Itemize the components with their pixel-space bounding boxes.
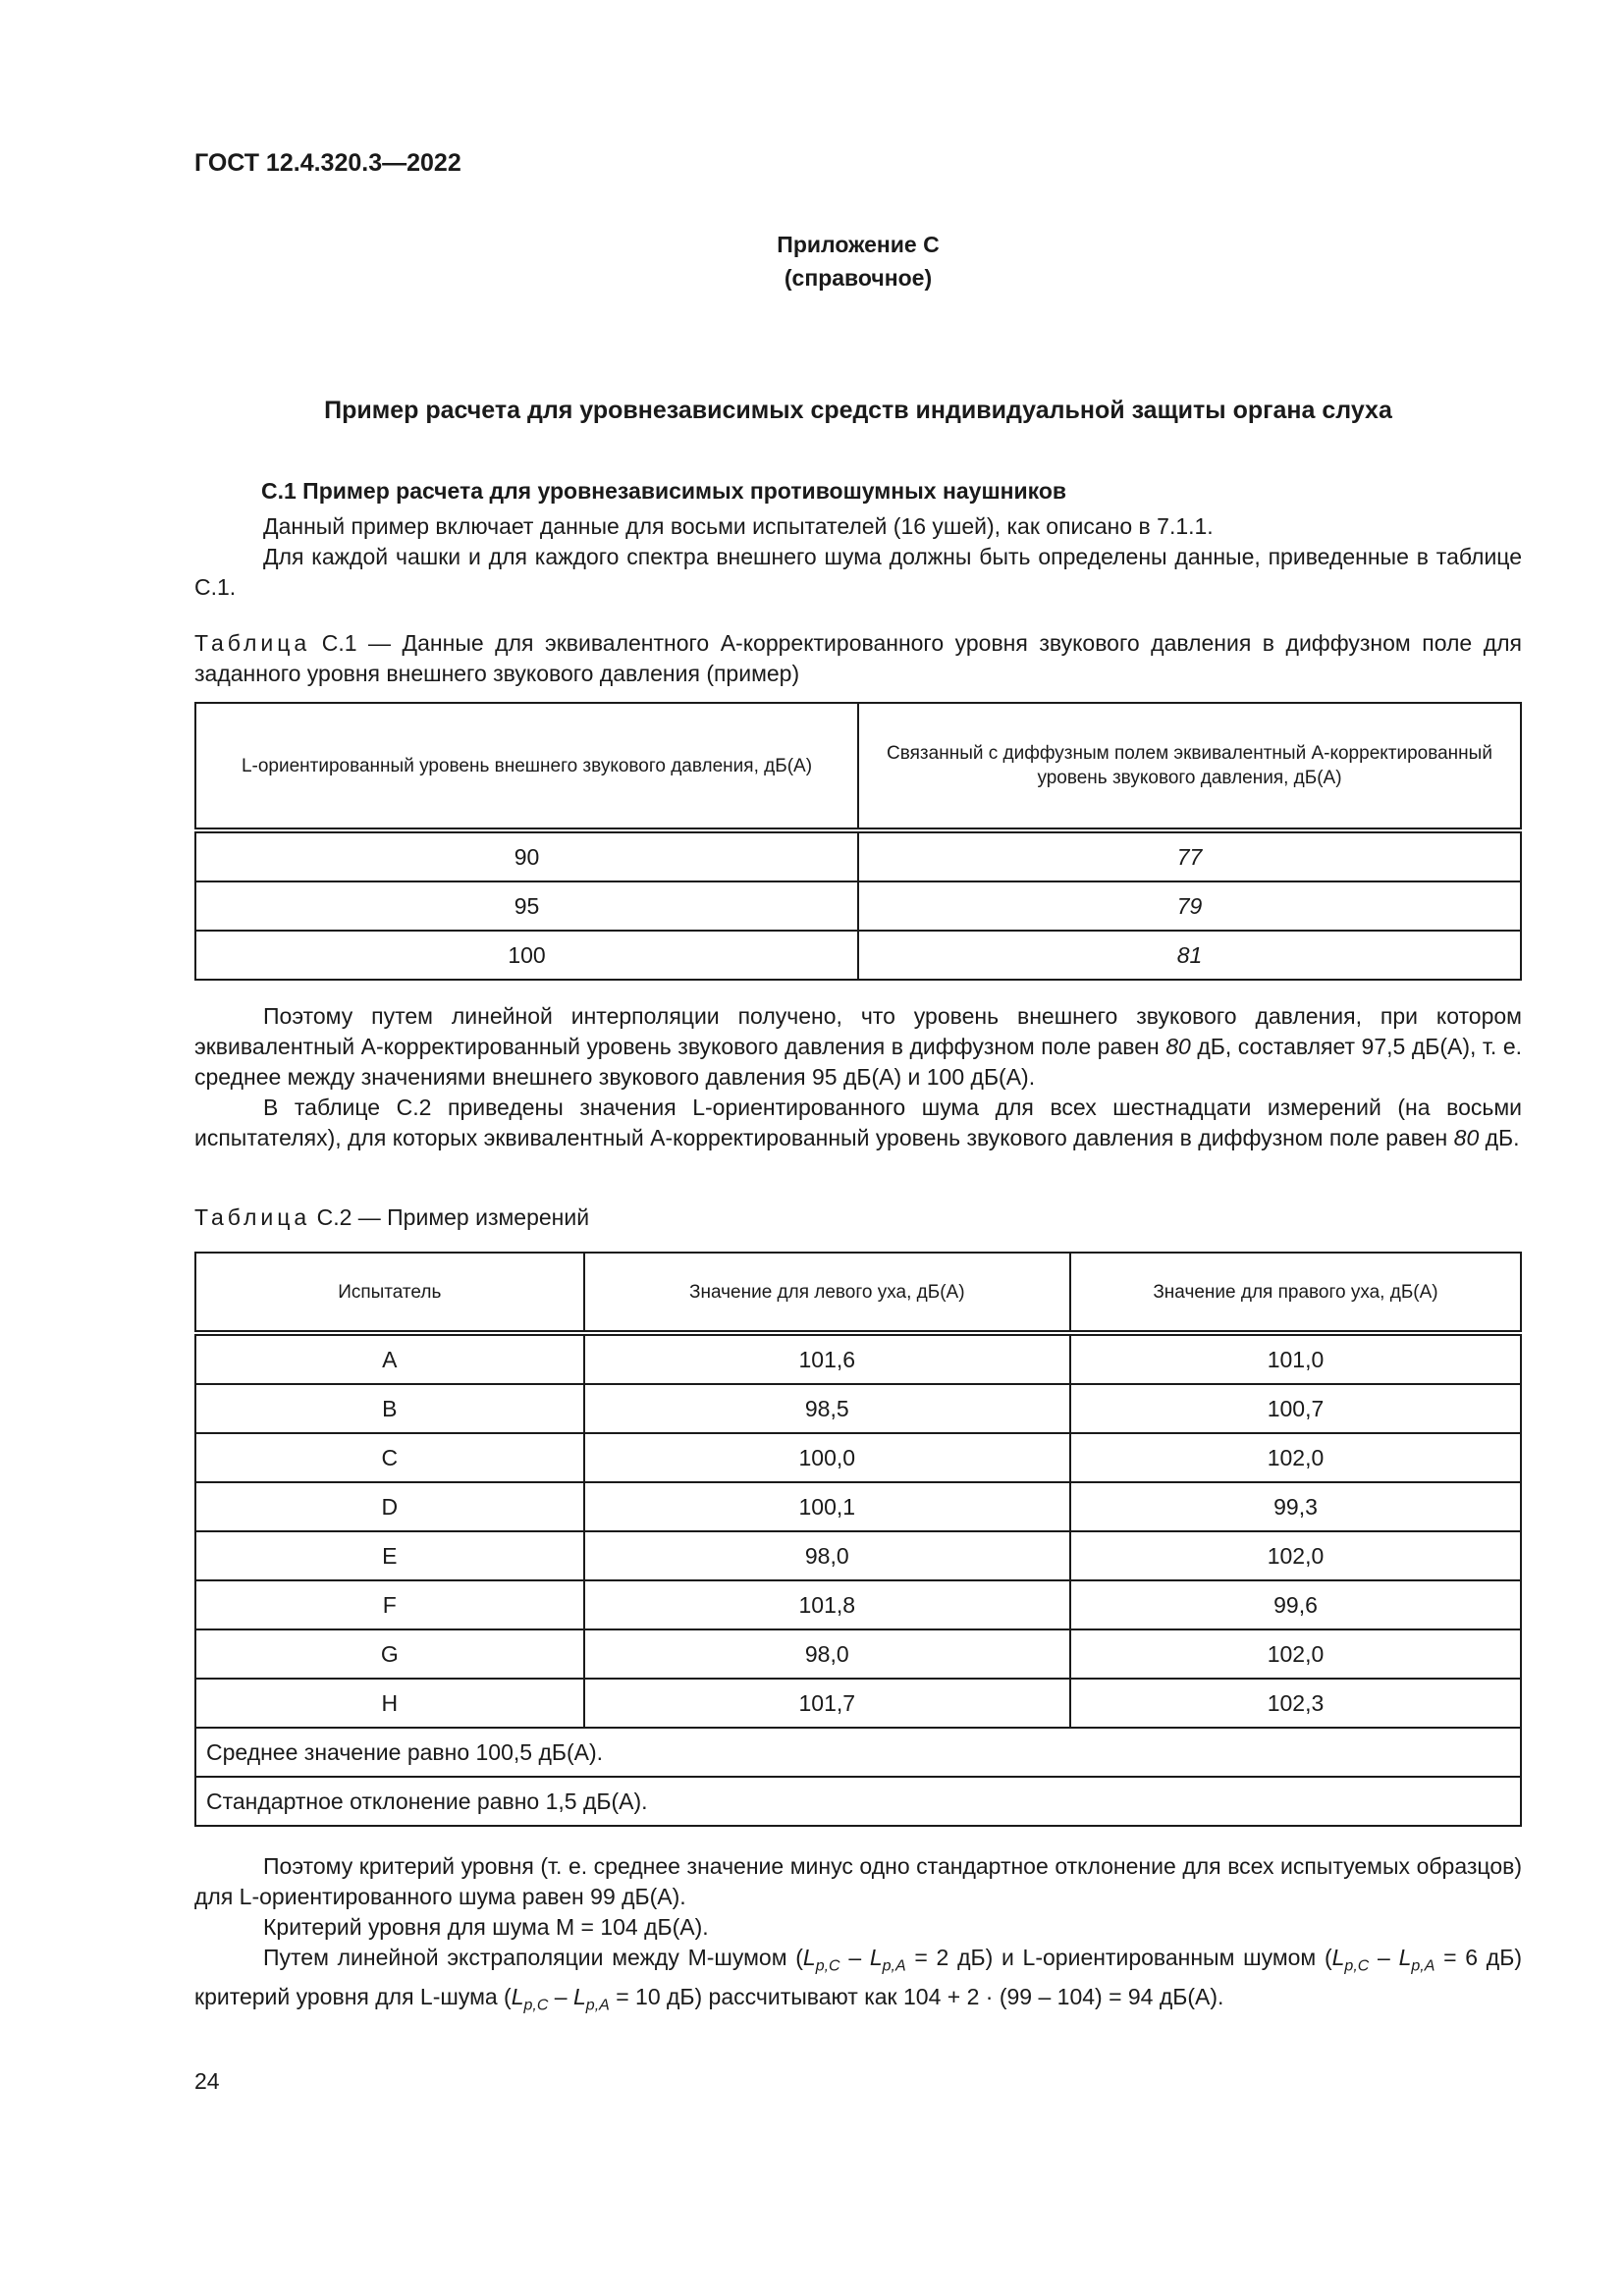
table-cell: A xyxy=(195,1333,584,1384)
table-c1-caption xyxy=(194,628,1522,689)
para-text: В таблице С.2 приведены значения L-ориентированного шума для всех шестнадцати измерений (на восьми испытателях), для которых эквивалентный А-корректированный уровень звукового давления в диффузном поле равен xyxy=(194,1095,1522,1150)
table-row xyxy=(195,1679,1521,1728)
appendix-title xyxy=(194,228,1522,294)
table-row xyxy=(195,931,1521,980)
table-cell: 95 xyxy=(195,881,858,931)
subscript: p,A xyxy=(1411,1957,1435,1975)
table-row xyxy=(195,881,1521,931)
mean-value: Среднее значение равно 100,5 дБ(А). xyxy=(195,1728,1521,1777)
table-cell: F xyxy=(195,1580,584,1629)
table-cell: 100 xyxy=(195,931,858,980)
para-text: Критерий уровня для шума М = 104 дБ(А). xyxy=(263,1914,709,1940)
table-summary-row xyxy=(195,1728,1521,1777)
interpolation-para1 xyxy=(194,1001,1522,1093)
table-c2-header: Значение для правого уха, дБ(А) xyxy=(1070,1253,1521,1333)
table-cell: 102,0 xyxy=(1070,1531,1521,1580)
table-cell: 102,3 xyxy=(1070,1679,1521,1728)
appendix-type: (справочное) xyxy=(784,265,933,291)
operator: – xyxy=(839,1945,870,1970)
conclusion-para1 xyxy=(194,1851,1522,1912)
conclusion-para2 xyxy=(194,1912,1522,1943)
standard-header: ГОСТ 12.4.320.3—2022 xyxy=(194,149,461,177)
table-cell: 81 xyxy=(858,931,1521,980)
table-c2-header: Значение для левого уха, дБ(А) xyxy=(584,1253,1070,1333)
table-c1-header: L-ориентированный уровень внешнего звукового давления, дБ(А) xyxy=(195,703,858,830)
table-c1 xyxy=(194,702,1522,981)
table-cell: B xyxy=(195,1384,584,1433)
page-number: 24 xyxy=(194,2068,220,2094)
section-c1-para1 xyxy=(194,511,1522,542)
table-cell: 100,1 xyxy=(584,1482,1070,1531)
operator: – xyxy=(1369,1945,1399,1970)
table-cell: 98,0 xyxy=(584,1629,1070,1679)
appendix-label: Приложение С xyxy=(777,232,940,257)
table-c2 xyxy=(194,1252,1522,1827)
subscript: p,C xyxy=(815,1957,840,1975)
table-cell: 101,0 xyxy=(1070,1333,1521,1384)
symbol: L xyxy=(511,1983,524,2009)
para-text: = 10 дБ) рассчитывают как 104 + 2 · (99 – 104) = 94 дБ(А). xyxy=(609,1983,1224,2009)
subscript: p,A xyxy=(585,1997,610,2014)
caption-label: Таблица xyxy=(194,630,311,656)
table-cell: H xyxy=(195,1679,584,1728)
table-row xyxy=(195,1384,1521,1433)
table-cell: 100,0 xyxy=(584,1433,1070,1482)
table-row xyxy=(195,1433,1521,1482)
table-cell: 100,7 xyxy=(1070,1384,1521,1433)
subscript: p,A xyxy=(882,1957,906,1975)
table-c2-caption xyxy=(194,1202,1522,1233)
table-cell: 102,0 xyxy=(1070,1433,1521,1482)
para-text: Поэтому критерий уровня (т. е. среднее значение минус одно стандартное отклонение для всех испытуемых образцов) для L-ориентированного шума равен 99 дБ(А). xyxy=(194,1853,1522,1909)
symbol: L xyxy=(1331,1945,1345,1970)
table-row xyxy=(195,1580,1521,1629)
para-text: = 6 дБ) критерий уровня для L-шума ( xyxy=(194,1945,1522,2009)
stddev-value: Стандартное отклонение равно 1,5 дБ(А). xyxy=(195,1777,1521,1826)
subscript: p,C xyxy=(523,1997,549,2014)
table-cell: D xyxy=(195,1482,584,1531)
table-cell: 101,8 xyxy=(584,1580,1070,1629)
interpolation-para2 xyxy=(194,1093,1522,1153)
operator: – xyxy=(548,1983,573,2009)
symbol: L xyxy=(869,1945,883,1970)
table-c2-header: Испытатель xyxy=(195,1253,584,1333)
table-cell: 99,3 xyxy=(1070,1482,1521,1531)
section-c1-title: С.1 Пример расчета для уровнезависимых противошумных наушников xyxy=(261,478,1067,504)
table-cell: 102,0 xyxy=(1070,1629,1521,1679)
conclusion-para3 xyxy=(194,1943,1522,2020)
table-row xyxy=(195,830,1521,881)
para-text: дБ. xyxy=(1479,1125,1520,1150)
table-cell: 98,5 xyxy=(584,1384,1070,1433)
symbol: L xyxy=(802,1945,816,1970)
section-c1-para2 xyxy=(194,542,1522,603)
table-summary-row xyxy=(195,1777,1521,1826)
table-row xyxy=(195,1482,1521,1531)
table-cell: E xyxy=(195,1531,584,1580)
table-cell: 77 xyxy=(858,830,1521,881)
para-text: = 2 дБ) и L-ориентированным шумом ( xyxy=(905,1945,1332,1970)
para-text: Поэтому путем линейной интерполяции получено, что уровень внешнего звукового давления, при котором эквивалентный А-корректированный уровень звукового давления в диффузном поле равен xyxy=(194,1003,1522,1059)
para-text: Путем линейной экстраполяции между М-шумом ( xyxy=(263,1945,803,1970)
symbol: L xyxy=(573,1983,586,2009)
caption-label: Таблица xyxy=(194,1204,311,1230)
table-c1-header: Связанный с диффузным полем эквивалентный А-корректированный уровень звукового давления, дБ(А) xyxy=(858,703,1521,830)
subscript: p,C xyxy=(1344,1957,1370,1975)
symbol: L xyxy=(1398,1945,1412,1970)
table-cell: 101,7 xyxy=(584,1679,1070,1728)
table-cell: 101,6 xyxy=(584,1333,1070,1384)
italic-value: 80 xyxy=(1453,1125,1480,1150)
caption-text: С.1 — Данные для эквивалентного А-корректированного уровня звукового давления в диффузном поле для заданного уровня внешнего звукового давления (пример) xyxy=(194,630,1523,686)
table-cell: 99,6 xyxy=(1070,1580,1521,1629)
main-heading: Пример расчета для уровнезависимых средств индивидуальной защиты органа слуха xyxy=(324,397,1392,424)
table-row xyxy=(195,1629,1521,1679)
table-cell: 79 xyxy=(858,881,1521,931)
table-row xyxy=(195,1531,1521,1580)
table-cell: 90 xyxy=(195,830,858,881)
para-text: Данный пример включает данные для восьми испытателей (16 ушей), как описано в 7.1.1. xyxy=(263,513,1214,539)
italic-value: 80 xyxy=(1165,1034,1191,1059)
caption-text: С.2 — Пример измерений xyxy=(316,1204,590,1230)
para-text: дБ, составляет 97,5 дБ(А), т. е. среднее между значениями внешнего звукового давления 95 дБ(А) и 100 дБ(А). xyxy=(194,1034,1523,1090)
table-cell: G xyxy=(195,1629,584,1679)
para-text: Для каждой чашки и для каждого спектра внешнего шума должны быть определены данные, приведенные в таблице С.1. xyxy=(194,544,1522,600)
table-row xyxy=(195,1333,1521,1384)
table-cell: 98,0 xyxy=(584,1531,1070,1580)
table-cell: C xyxy=(195,1433,584,1482)
